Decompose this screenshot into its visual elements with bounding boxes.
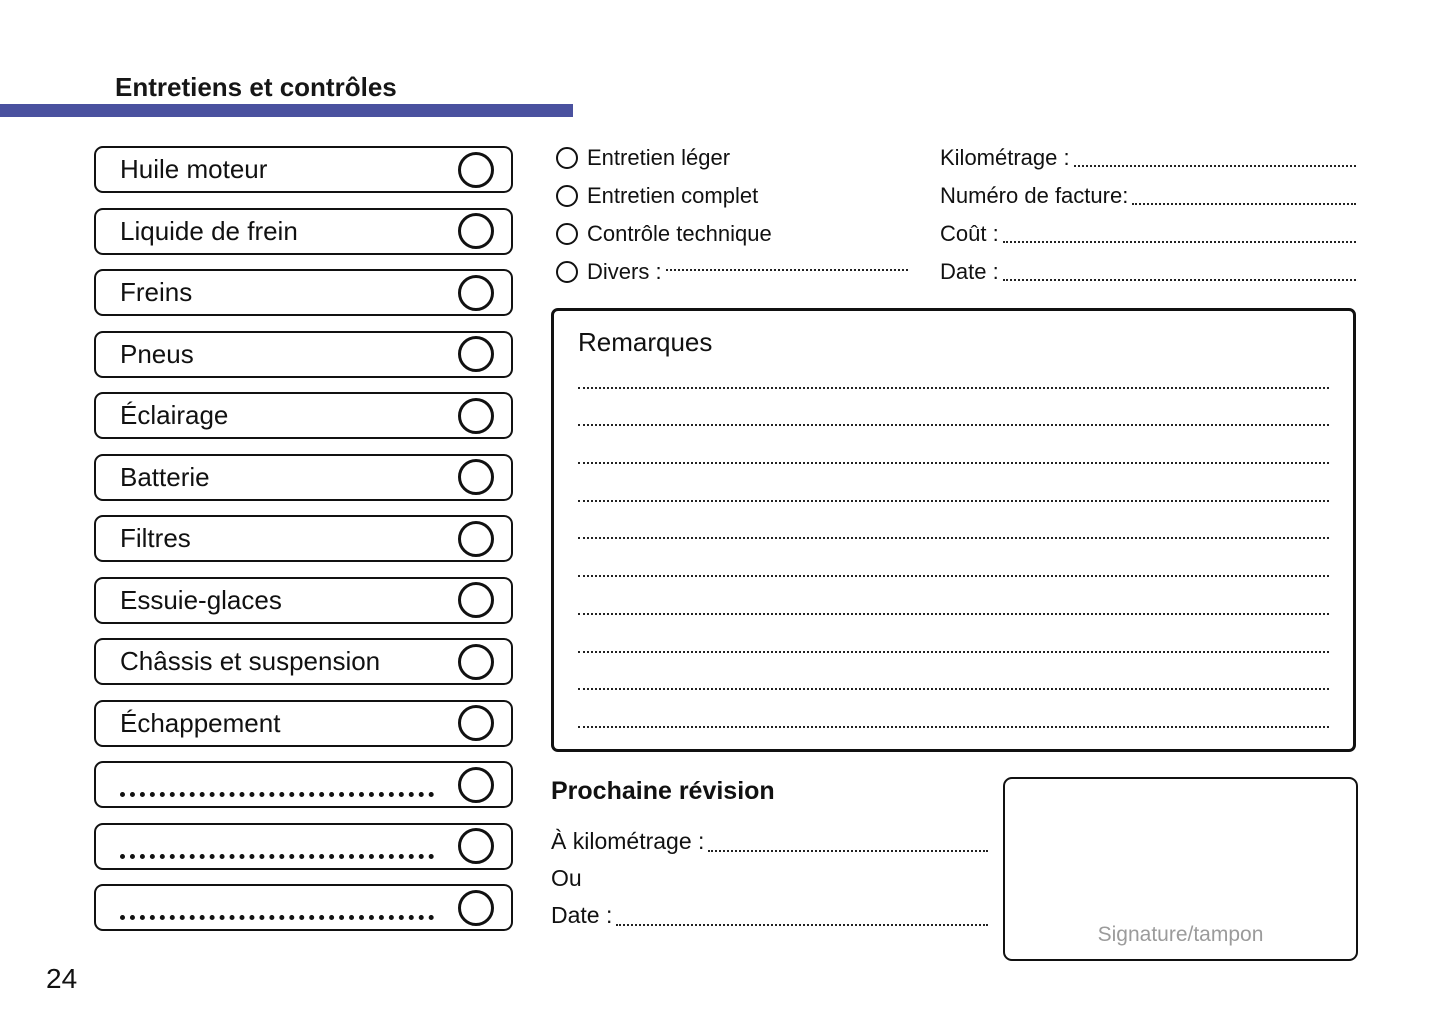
remark-line[interactable] (578, 539, 1329, 577)
checklist-item-pneus (94, 331, 513, 378)
checklist-item-blank (94, 823, 513, 870)
remark-line[interactable] (578, 577, 1329, 615)
field-a-kilometrage (551, 819, 988, 856)
option-label: Divers : (587, 258, 662, 284)
check-circle[interactable] (458, 336, 494, 372)
checklist-item-chassis-et-suspension (94, 638, 513, 685)
or-label: Ou (551, 865, 582, 891)
field-date (940, 258, 1356, 285)
remark-line[interactable] (578, 502, 1329, 540)
remarks-lines[interactable] (578, 351, 1329, 728)
checklist-item-label: Pneus (120, 338, 194, 369)
check-circle[interactable] (458, 398, 494, 434)
field-label: À kilométrage : (551, 828, 705, 854)
remarks-box (551, 308, 1356, 752)
option-label: Entretien léger (587, 144, 731, 170)
remark-line[interactable] (578, 351, 1329, 389)
remark-line[interactable] (578, 653, 1329, 691)
fill-in-line[interactable] (1003, 279, 1356, 281)
check-circle[interactable] (458, 213, 494, 249)
checklist-item-huile-moteur (94, 146, 513, 193)
checklist-item-label: Échappement (120, 707, 281, 738)
fill-in-line[interactable] (708, 850, 988, 852)
remark-line[interactable] (578, 690, 1329, 728)
option-entretien-leger (556, 144, 908, 171)
fill-in-line[interactable] (120, 854, 434, 859)
fill-in-line[interactable] (616, 924, 988, 926)
checklist-item-echappement (94, 700, 513, 747)
field-next-date (551, 893, 988, 930)
checklist-item-blank (94, 884, 513, 931)
radio-circle[interactable] (556, 261, 578, 283)
or-row (551, 856, 988, 893)
accent-bar (0, 104, 573, 117)
page-title: Entretiens et contrôles (115, 72, 397, 102)
radio-circle[interactable] (556, 223, 578, 245)
radio-circle[interactable] (556, 147, 578, 169)
option-label: Contrôle technique (587, 220, 772, 246)
field-label: Kilométrage : (940, 145, 1070, 170)
signature-label: Signature/tampon (1097, 923, 1264, 946)
checklist-item-batterie (94, 454, 513, 501)
field-numero-de-facture (940, 182, 1356, 209)
checklist-item-blank (94, 761, 513, 808)
checklist-item-filtres (94, 515, 513, 562)
invoice-fields (940, 144, 1356, 285)
signature-box[interactable] (1003, 777, 1358, 961)
option-entretien-complet (556, 182, 908, 209)
field-label: Date : (551, 902, 613, 928)
remarks-title: Remarques (578, 327, 713, 357)
field-label: Numéro de facture: (940, 183, 1129, 208)
field-cout (940, 220, 1356, 247)
checklist-item-label: Liquide de frein (120, 215, 298, 246)
fill-in-line[interactable] (1003, 241, 1356, 243)
checklist-item-label: Filtres (120, 523, 191, 553)
check-circle[interactable] (458, 521, 494, 557)
check-circle[interactable] (458, 828, 494, 864)
check-circle[interactable] (458, 459, 494, 495)
field-label: Coût : (940, 221, 999, 246)
checklist-item-label: Huile moteur (120, 154, 268, 184)
option-divers (556, 258, 908, 285)
check-circle[interactable] (458, 582, 494, 618)
radio-circle[interactable] (556, 185, 578, 207)
option-label: Entretien complet (587, 182, 759, 208)
maintenance-checklist (94, 146, 513, 931)
checklist-item-liquide-de-frein (94, 208, 513, 255)
checklist-item-label: Freins (120, 277, 193, 307)
fill-in-line[interactable] (1132, 203, 1356, 205)
next-service-section (551, 777, 988, 930)
option-controle-technique (556, 220, 908, 247)
check-circle[interactable] (458, 644, 494, 680)
checklist-item-label: Châssis et suspension (120, 646, 381, 676)
checklist-item-label: Essuie-glaces (120, 584, 282, 615)
check-circle[interactable] (458, 890, 494, 926)
checklist-item-label: Éclairage (120, 400, 229, 430)
service-type-options (556, 144, 908, 285)
fill-in-line[interactable] (120, 915, 434, 920)
field-label: Date : (940, 259, 999, 284)
remark-line[interactable] (578, 426, 1329, 464)
remark-line[interactable] (578, 615, 1329, 653)
checklist-item-freins (94, 269, 513, 316)
check-circle[interactable] (458, 275, 494, 311)
checklist-item-label: Batterie (120, 461, 210, 492)
check-circle[interactable] (458, 767, 494, 803)
fill-in-line[interactable] (666, 269, 908, 271)
next-service-title: Prochaine révision (551, 777, 775, 805)
remark-line[interactable] (578, 464, 1329, 502)
fill-in-line[interactable] (120, 792, 434, 797)
checklist-item-eclairage (94, 392, 513, 439)
fill-in-line[interactable] (1074, 165, 1356, 167)
page-number: 24 (46, 963, 78, 994)
remark-line[interactable] (578, 389, 1329, 427)
check-circle[interactable] (458, 152, 494, 188)
check-circle[interactable] (458, 705, 494, 741)
checklist-item-essuie-glaces (94, 577, 513, 624)
field-kilometrage (940, 144, 1356, 171)
